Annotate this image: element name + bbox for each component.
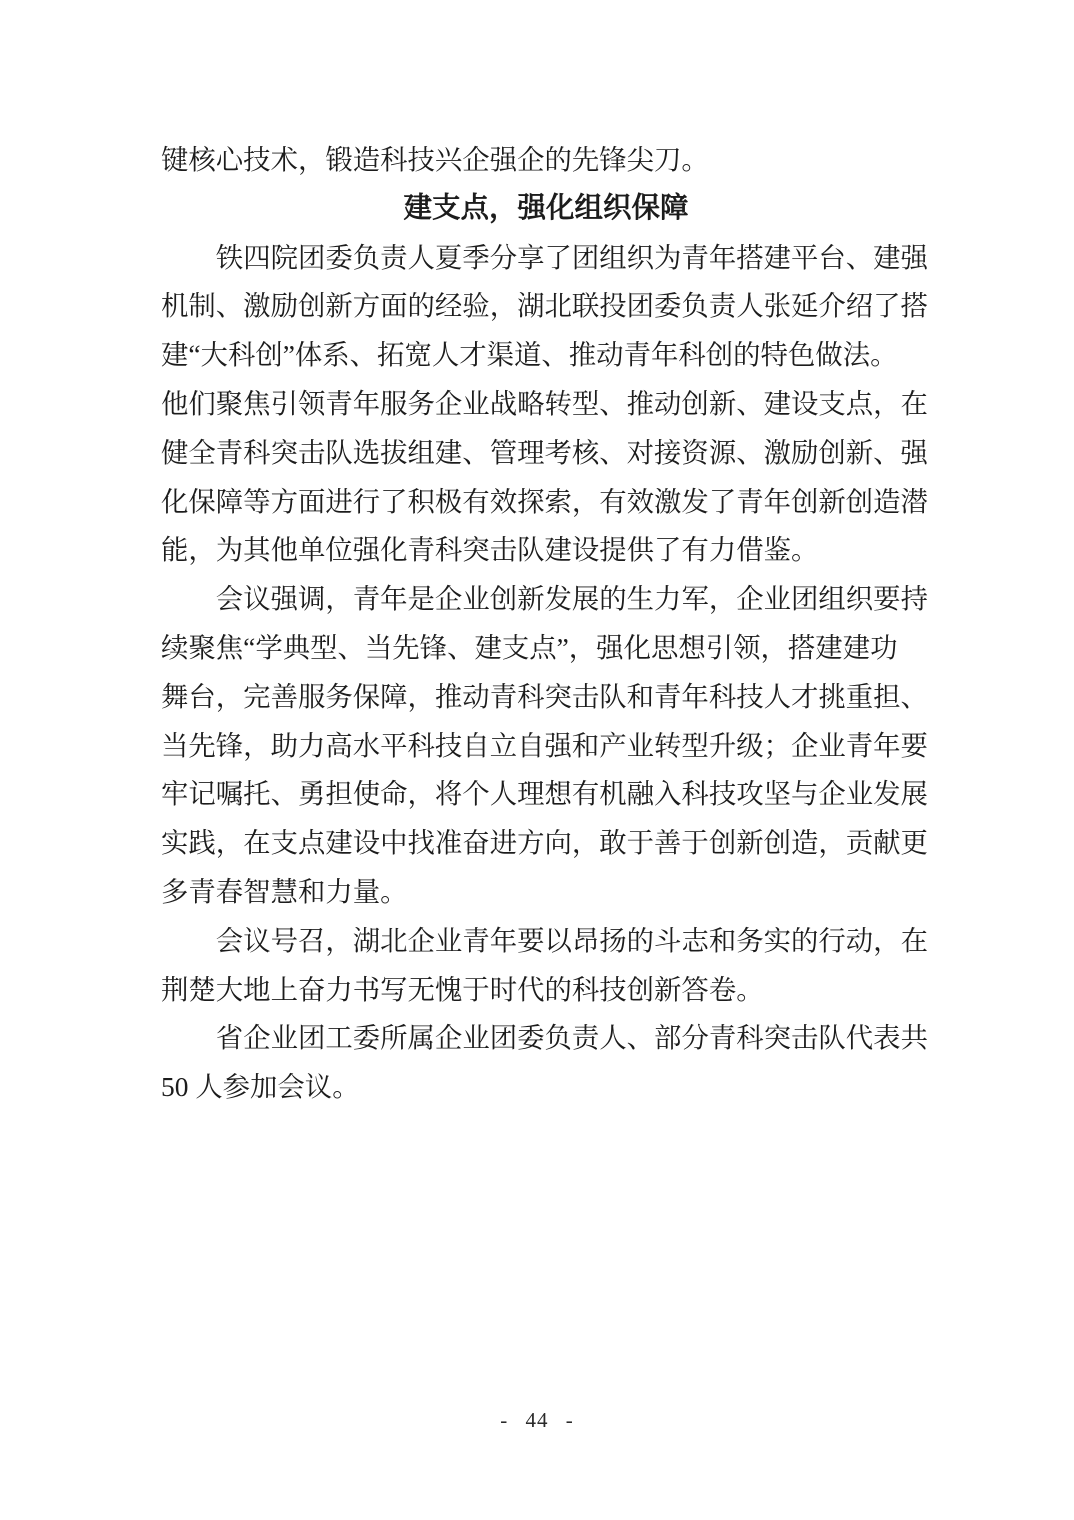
text-line: 键核心技术，锻造科技兴企强企的先锋尖刀。 [161, 145, 709, 175]
text-line: 能，为其他单位强化青科突击队建设提供了有力借鉴。 [161, 535, 819, 566]
text-line: 50 人参加会议。 [161, 1072, 360, 1103]
text-line: 舞台，完善服务保障，推动青科突击队和青年科技人才挑重担、 [161, 681, 928, 712]
text-line: 续聚焦“学典型、当先锋、建支点”，强化思想引领，搭建建功 [161, 632, 898, 663]
text-line: 实践，在支点建设中找准奋进方向，敢于善于创新创造，贡献更 [161, 828, 928, 859]
text-line: 牢记嘱托、勇担使命，将个人理想有机融入科技攻坚与企业发展 [161, 779, 928, 810]
text-line: 机制、激励创新方面的经验，湖北联投团委负责人张延介绍了搭 [161, 291, 928, 322]
text-line: 荆楚大地上奋力书写无愧于时代的科技创新答卷。 [161, 974, 764, 1005]
page-number: - 44 - [500, 1408, 574, 1432]
text-line: 多青春智慧和力量。 [161, 876, 408, 907]
text-line: 建“大科创”体系、拓宽人才渠道、推动青年科创的特色做法。 [161, 340, 898, 371]
text-line: 他们聚焦引领青年服务企业战略转型、推动创新、建设支点，在 [161, 388, 928, 419]
document-body [161, 136, 931, 1112]
text-line: 当先锋，助力高水平科技自立自强和产业转型升级；企业青年要 [161, 730, 928, 761]
text-line: 铁四院团委负责人夏季分享了团组织为青年搭建平台、建强 [215, 242, 928, 273]
text-line: 健全青科突击队选拔组建、管理考核、对接资源、激励创新、强 [161, 437, 928, 468]
text-line: 会议号召，湖北企业青年要以昂扬的斗志和务实的行动，在 [215, 925, 928, 956]
text-line: 会议强调，青年是企业创新发展的生力军，企业团组织要持 [215, 584, 928, 615]
text-line: 化保障等方面进行了积极有效探索，有效激发了青年创新创造潜 [161, 486, 928, 517]
text-line: 省企业团工委所属企业团委负责人、部分青科突击队代表共 [215, 1023, 928, 1054]
section-heading: 建支点，强化组织保障 [403, 192, 689, 224]
